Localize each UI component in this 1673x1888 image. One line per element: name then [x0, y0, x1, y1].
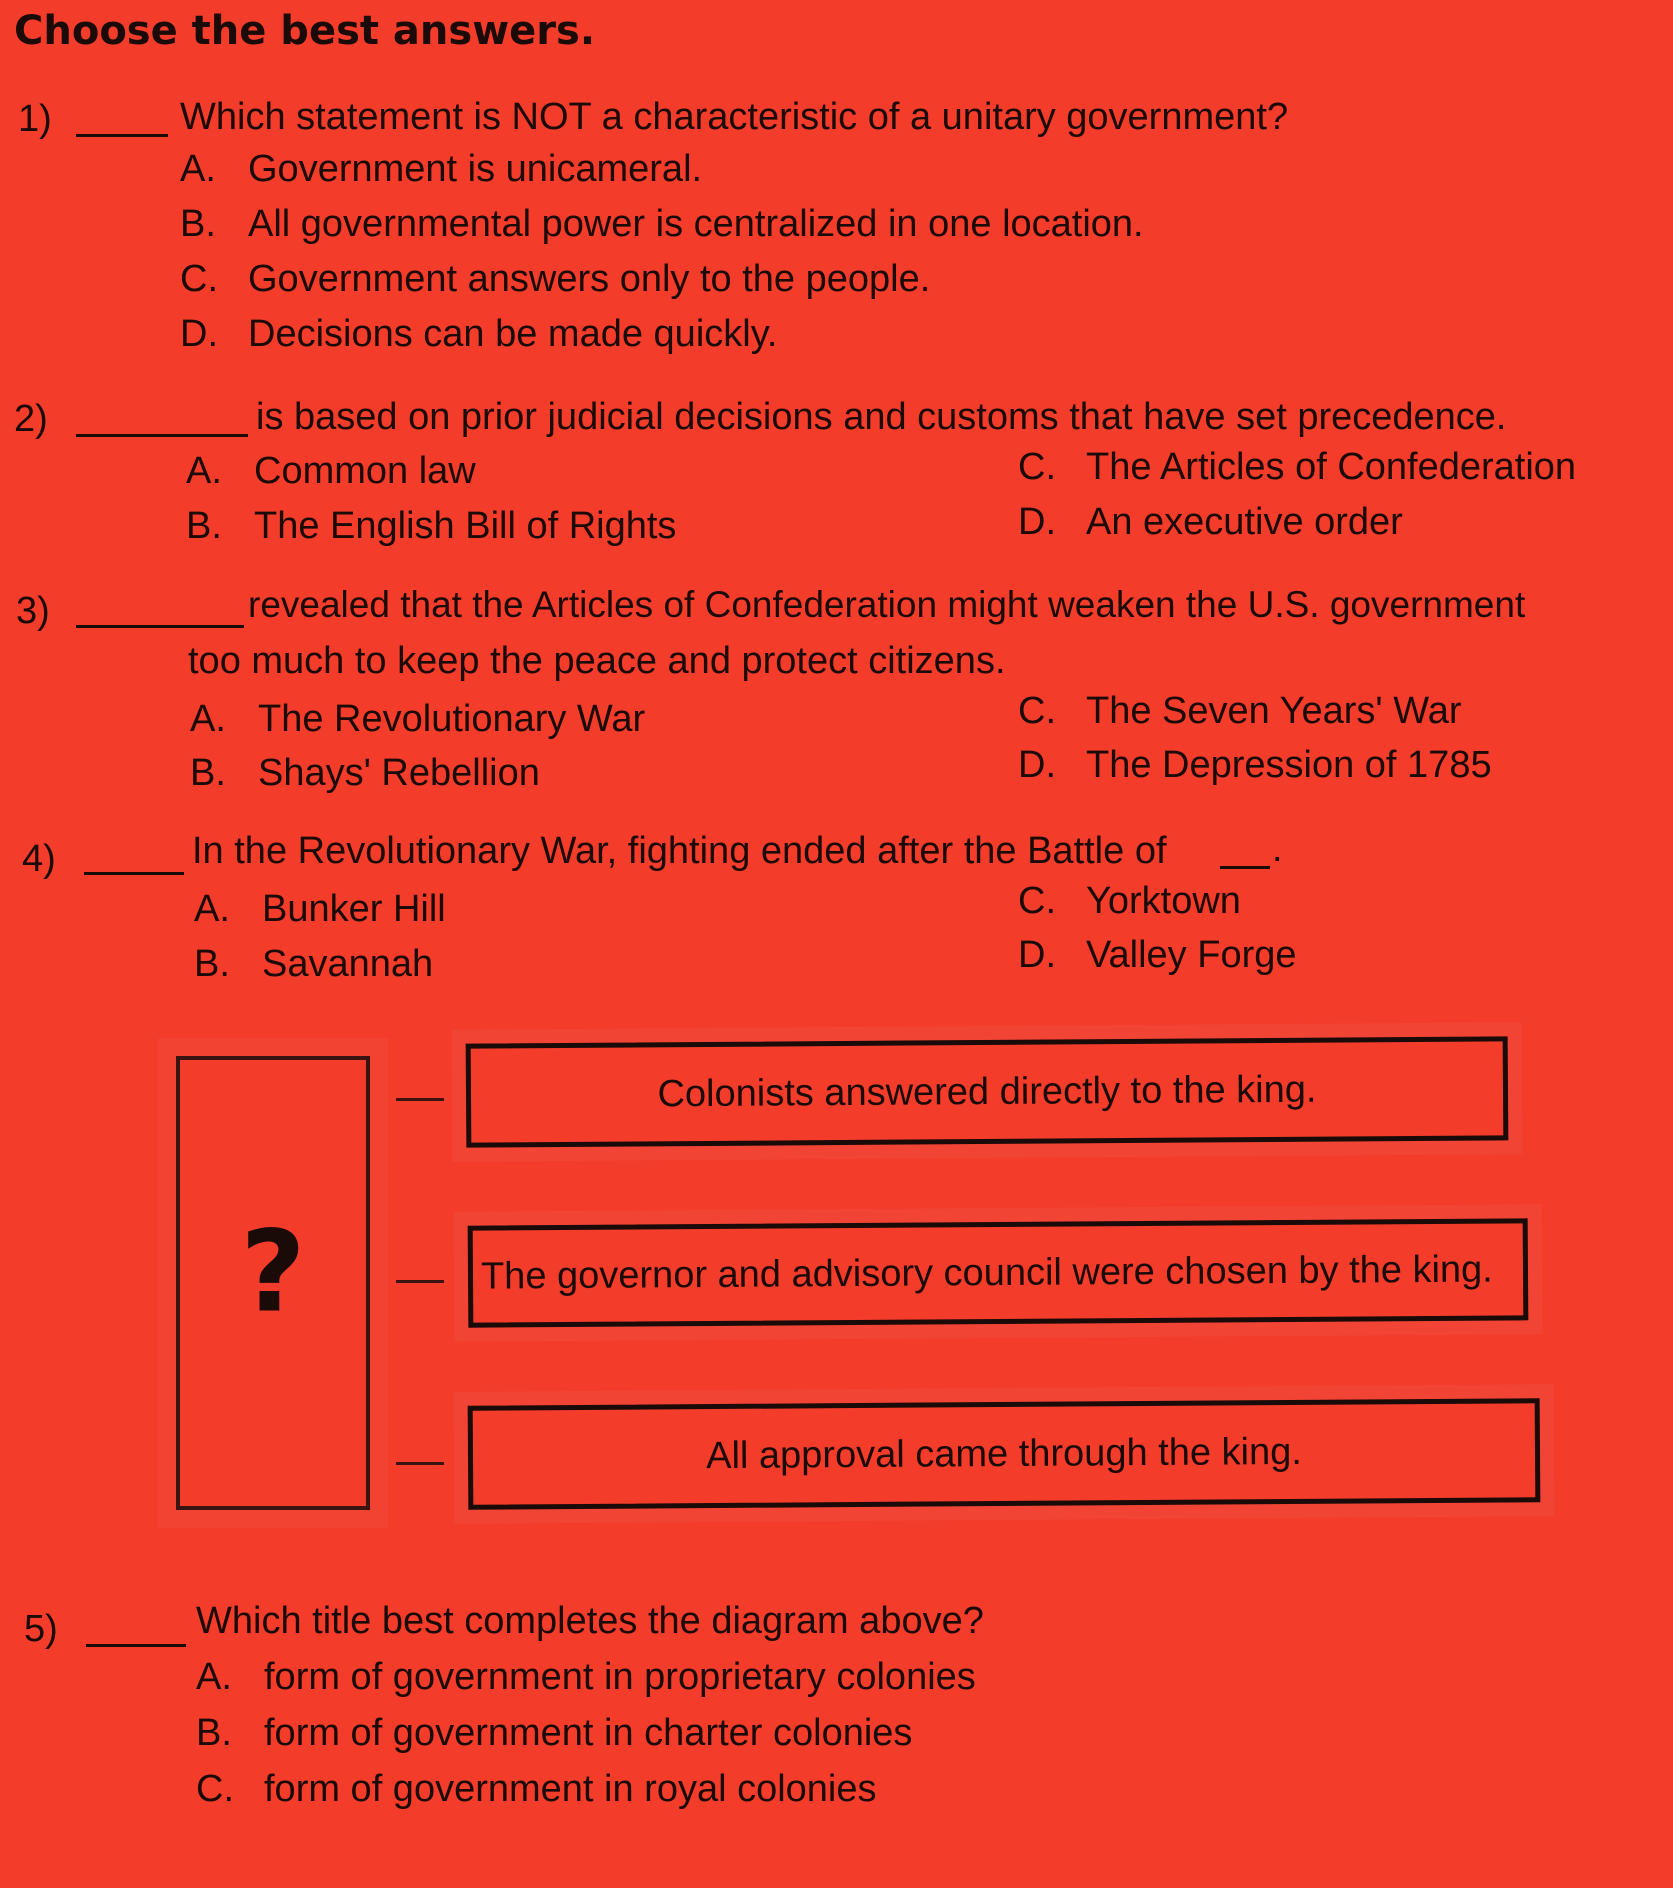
question-1-option-a[interactable] [180, 148, 702, 191]
option-letter: C. [196, 1768, 234, 1810]
question-4-option-b[interactable] [194, 943, 433, 986]
diagram-title-box [176, 1056, 370, 1510]
option-text: Shays' Rebellion [258, 752, 540, 794]
option-letter: B. [190, 752, 226, 794]
option-letter: A. [190, 698, 226, 740]
diagram-connector-3 [396, 1462, 444, 1465]
option-letter: A. [180, 148, 216, 190]
question-2-option-d[interactable] [1018, 501, 1403, 544]
question-1-answer-blank[interactable] [76, 134, 168, 137]
question-4-number: 4) [22, 838, 56, 880]
option-letter: B. [186, 505, 222, 547]
diagram-box-1: Colonists answered directly to the king. [466, 1036, 1509, 1147]
question-5-answer-blank[interactable] [86, 1644, 186, 1647]
option-letter: D. [1018, 934, 1056, 976]
question-4-text-end: . [1272, 828, 1283, 870]
question-1-option-c[interactable] [180, 258, 930, 301]
option-letter: C. [1018, 446, 1056, 488]
option-text: An executive order [1086, 501, 1403, 543]
question-1-text: Which statement is NOT a characteristic of a unitary government? [180, 96, 1289, 138]
question-3-answer-blank[interactable] [76, 625, 244, 628]
question-1-option-b[interactable] [180, 203, 1144, 246]
option-text: Government is unicameral. [248, 148, 703, 190]
option-text: Yorktown [1086, 880, 1241, 922]
option-text: Valley Forge [1086, 934, 1297, 976]
question-2-option-b[interactable] [186, 505, 676, 548]
question-3-text-line-2: too much to keep the peace and protect citizens. [188, 640, 1006, 682]
option-letter: C. [1018, 880, 1056, 922]
question-5-text: Which title best completes the diagram above? [196, 1600, 984, 1642]
question-3-option-b[interactable] [190, 752, 540, 795]
diagram-connector-2 [396, 1280, 444, 1283]
option-text: The Depression of 1785 [1086, 744, 1492, 786]
question-2-number: 2) [14, 398, 48, 440]
option-text: form of government in royal colonies [264, 1768, 877, 1810]
question-3-text-line-1: revealed that the Articles of Confederation might weaken the U.S. government [248, 584, 1526, 625]
question-1-number: 1) [18, 98, 52, 140]
option-text: The Articles of Confederation [1086, 446, 1577, 488]
question-3-option-c[interactable] [1018, 690, 1462, 733]
question-5-number: 5) [24, 1608, 58, 1650]
option-text: form of government in charter colonies [264, 1712, 913, 1754]
option-letter: B. [194, 943, 230, 985]
question-5-option-a[interactable] [196, 1656, 976, 1699]
question-5-option-b[interactable] [196, 1712, 912, 1755]
question-3-number: 3) [16, 590, 50, 632]
question-5-option-c[interactable] [196, 1768, 877, 1811]
option-letter: A. [186, 450, 222, 492]
option-text: Savannah [262, 943, 434, 985]
diagram-connector-1 [396, 1098, 444, 1101]
option-text: Common law [254, 450, 476, 492]
question-4-option-c[interactable] [1018, 880, 1241, 923]
option-text: Decisions can be made quickly. [248, 313, 778, 355]
question-2-option-c[interactable] [1018, 446, 1576, 489]
question-4-text: In the Revolutionary War, fighting ended after the Battle of [192, 830, 1167, 872]
option-text: Government answers only to the people. [248, 258, 931, 300]
option-text: All governmental power is centralized in one location. [248, 203, 1144, 245]
diagram-box-2: The governor and advisory council were chosen by the king. [468, 1218, 1529, 1327]
option-letter: D. [1018, 501, 1056, 543]
diagram-title-placeholder: ? [240, 1207, 306, 1338]
question-2-text: is based on prior judicial decisions and customs that have set precedence. [256, 396, 1507, 438]
option-letter: D. [1018, 744, 1056, 786]
option-letter: A. [196, 1656, 232, 1698]
option-letter: B. [196, 1712, 232, 1754]
worksheet-heading: Choose the best answers. [14, 8, 596, 54]
question-4-answer-blank[interactable] [84, 872, 184, 875]
option-letter: C. [180, 258, 218, 300]
question-4-option-d[interactable] [1018, 934, 1297, 977]
option-letter: C. [1018, 690, 1056, 732]
option-text: The English Bill of Rights [254, 505, 677, 547]
question-1-option-d[interactable] [180, 313, 777, 356]
option-text: Bunker Hill [262, 888, 446, 930]
diagram-box-3: All approval came through the king. [468, 1398, 1541, 1509]
option-text: form of government in proprietary colonies [264, 1656, 976, 1698]
question-2-option-a[interactable] [186, 450, 476, 493]
option-text: The Revolutionary War [258, 698, 646, 740]
question-4-inline-blank[interactable] [1220, 866, 1270, 869]
question-4-option-a[interactable] [194, 888, 446, 931]
option-text: The Seven Years' War [1086, 690, 1462, 732]
option-letter: D. [180, 313, 218, 355]
question-3-option-a[interactable] [190, 698, 645, 741]
option-letter: A. [194, 888, 230, 930]
option-letter: B. [180, 203, 216, 245]
question-2-answer-blank[interactable] [76, 434, 248, 437]
question-3-option-d[interactable] [1018, 744, 1492, 787]
